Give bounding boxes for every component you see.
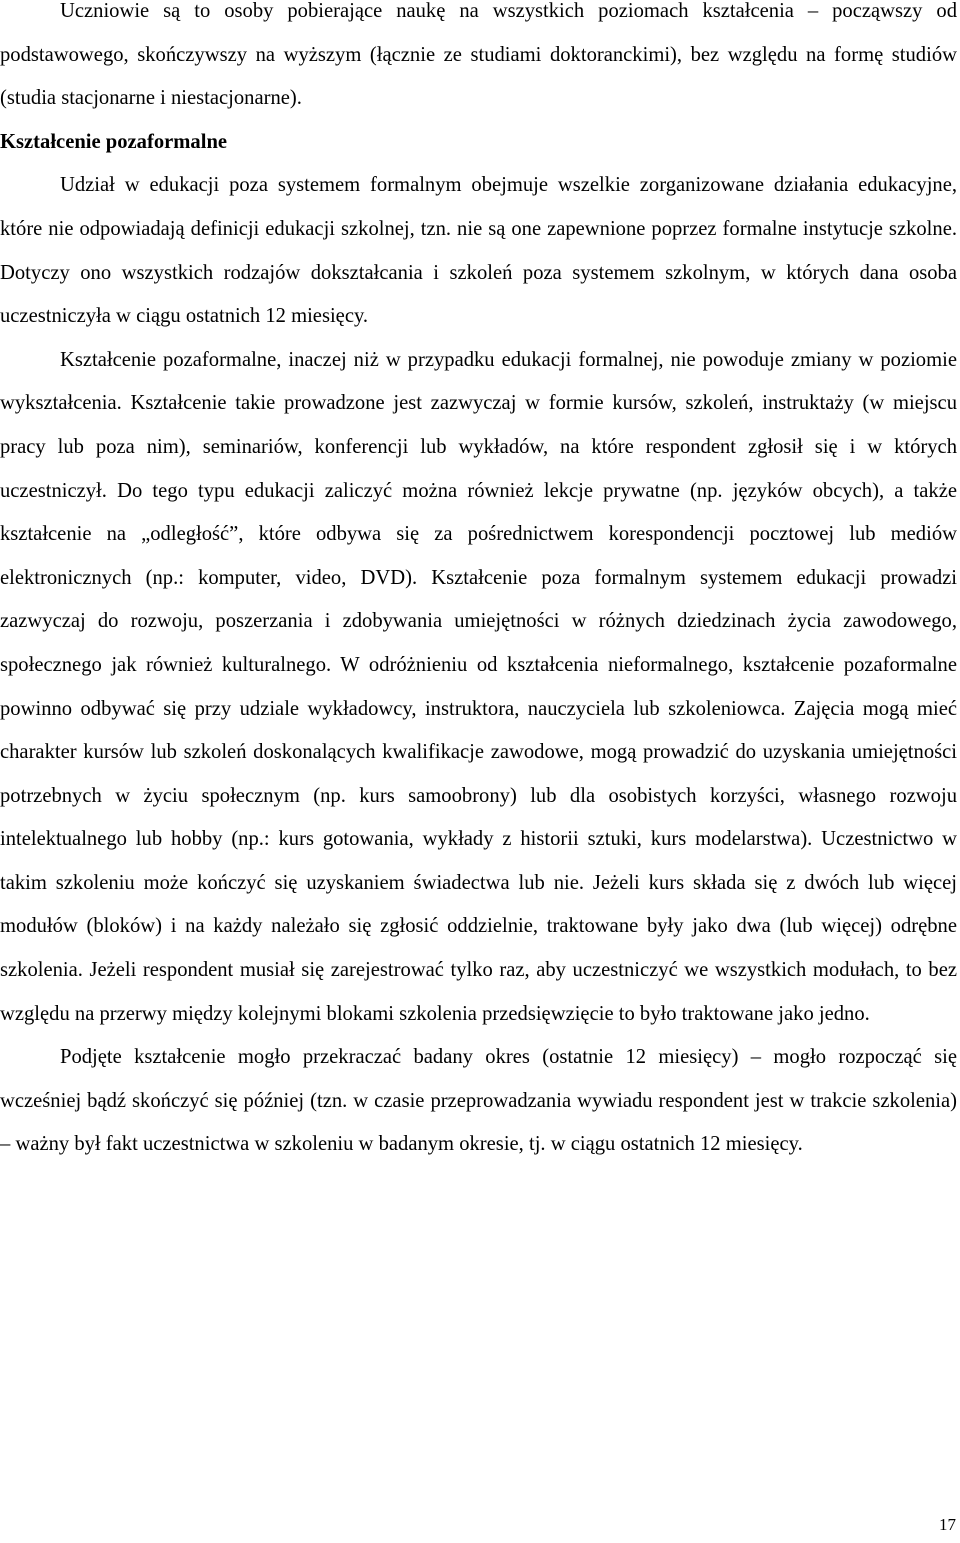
section-heading: Kształcenie pozaformalne <box>0 130 228 153</box>
paragraph-period: Podjęte kształcenie mogło przekraczać badany okres (ostatnie 12 miesięcy) – mogło rozpocząć się wcześniej bądź skończyć się później (tzn. w czasie przeprowadzania wywiadu respondent jest w trakcie szkolenia) – ważny był fakt uczestnictwa w szkoleniu w badanym okresie, tj. w ciągu ostatnich 12 miesięcy. <box>0 1046 957 1156</box>
paragraph-definition: Udział w edukacji poza systemem formalnym obejmuje wszelkie zorganizowane działania edukacyjne, które nie odpowiadają definicji edukacji szkolnej, tzn. nie są one zapewnione poprzez formalne instytucje szkolne. Dotyczy ono wszystkich rodzajów dokształcania i szkoleń poza systemem szkolnym, w których dana osoba uczestniczyła w ciągu ostatnich 12 miesięcy. <box>0 174 957 328</box>
paragraph-intro: Uczniowie są to osoby pobierające naukę na wszystkich poziomach kształcenia – począwszy od podstawowego, skończywszy na wyższym (łącznie ze studiami doktoranckimi), bez względu na formę studiów (studia stacjonarne i niestacjonarne). <box>0 0 957 110</box>
page-number: 17 <box>939 1515 956 1534</box>
paragraph-details: Kształcenie pozaformalne, inaczej niż w przypadku edukacji formalnej, nie powoduje zmiany w poziomie wykształcenia. Kształcenie takie prowadzone jest zazwyczaj w formie kursów, szkoleń, instruktaży (w miejscu pracy lub poza nim), seminariów, konferencji lub wykładów, na które respondent zgłosił się i w których uczestniczył. Do tego typu edukacji zaliczyć można również lekcje prywatne (np. języków obcych), a także kształcenie na „odległość”, które odbywa się za pośrednictwem korespondencji pocztowej lub mediów elektronicznych (np.: komputer, video, DVD). Kształcenie poza formalnym systemem edukacji prowadzi zazwyczaj do rozwoju, poszerzania i zdobywania umiejętności w różnych dziedzinach życia zawodowego, społecznego jak również kulturalnego. W odróżnieniu od kształcenia nieformalnego, kształcenie pozaformalne powinno odbywać się przy udziale wykładowcy, instruktora, nauczyciela lub szkoleniowca. Zajęcia mogą mieć charakter kursów lub szkoleń doskonalących kwalifikacje zawodowe, mogą prowadzić do uzyskania umiejętności potrzebnych w życiu społecznym (np. kurs samoobrony) lub dla osobistych korzyści, własnego rozwoju intelektualnego lub hobby (np.: kurs gotowania, wykłady z historii sztuki, kurs modelarstwa). Uczestnictwo w takim szkoleniu może kończyć się uzyskaniem świadectwa lub nie. Jeżeli kurs składa się z dwóch lub więcej modułów (bloków) i na każdy należało się zgłosić oddzielnie, traktowane były jako dwa (lub więcej) odrębne szkolenia. Jeżeli respondent musiał się zarejestrować tylko raz, aby uczestniczyć we wszystkich modułach, to bez względu na przerwy między kolejnymi blokami szkolenia przedsięwzięcie to było traktowane jako jedno. <box>0 348 957 1025</box>
